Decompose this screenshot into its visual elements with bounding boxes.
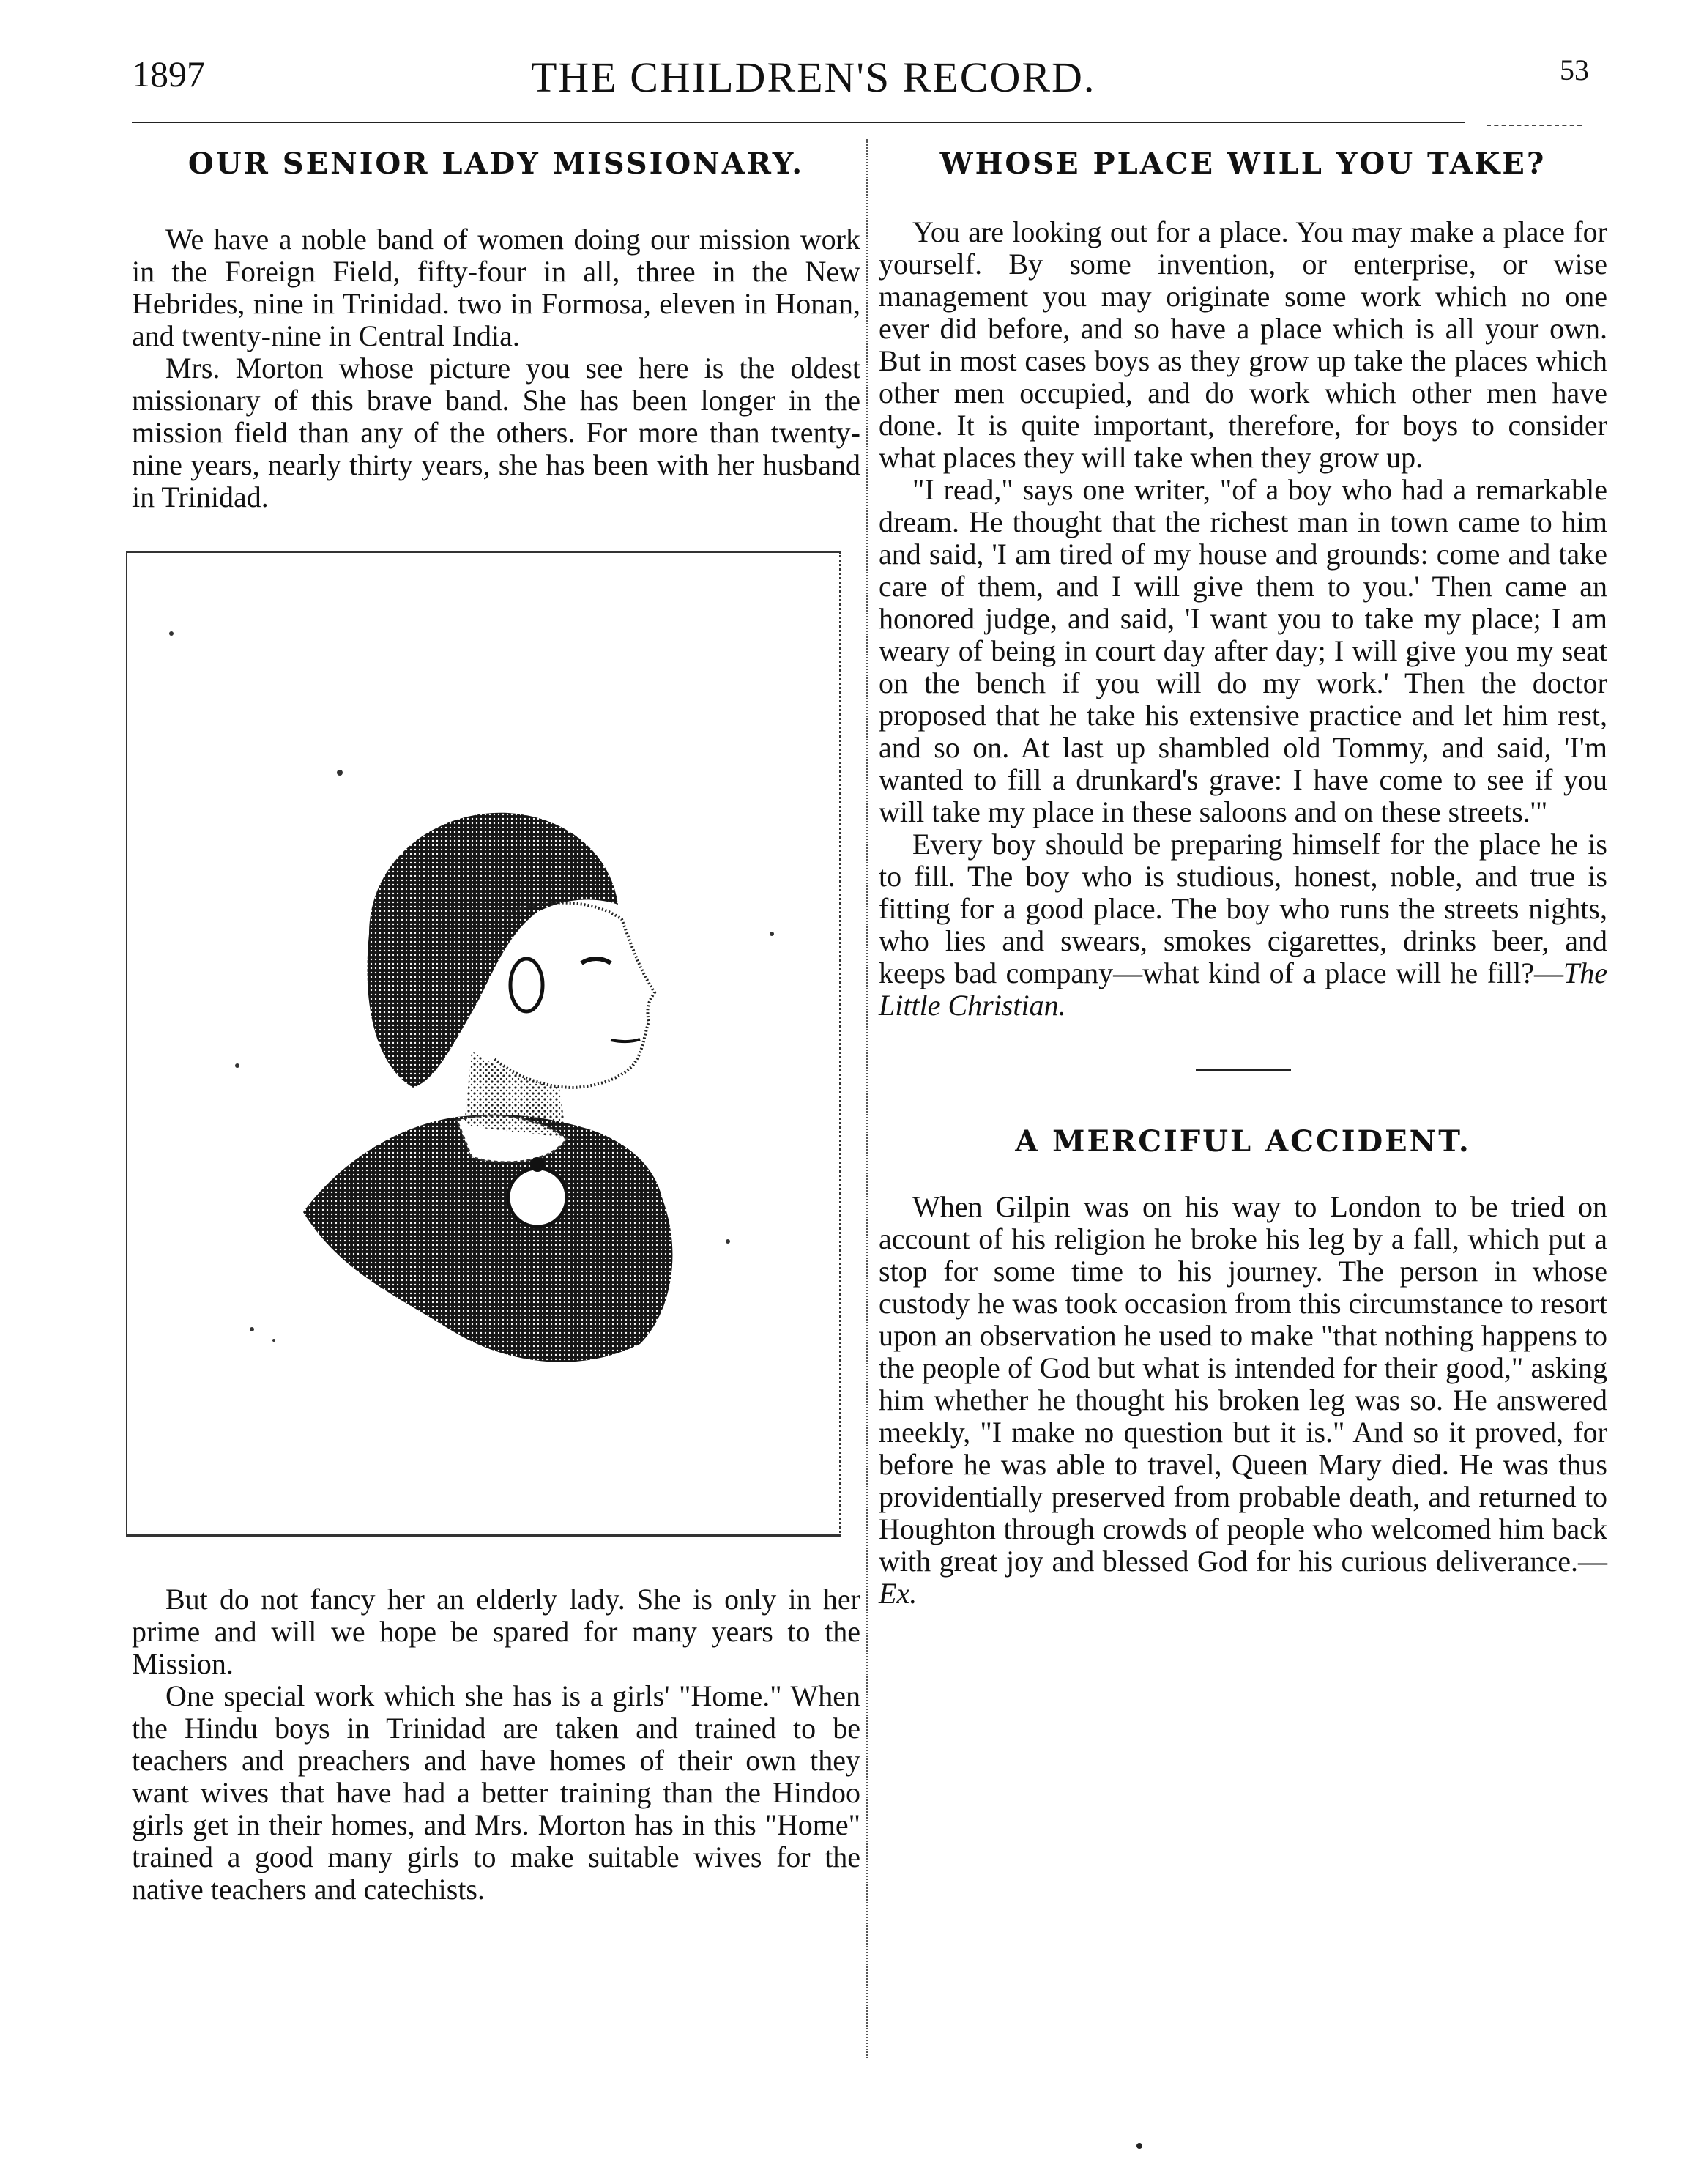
article-paragraph: Mrs. Morton whose picture you see here is the oldest missionary of this brave band. She has been longer in the mission field than any of the others. For more than twenty-nine years, nearly thirty years, she has been with her husband in Trinidad. <box>132 352 860 513</box>
article-heading-whose-place: WHOSE PLACE WILL YOU TAKE? <box>939 146 1547 181</box>
source-attribution: Ex. <box>879 1577 918 1610</box>
portrait-engraving-icon <box>127 553 839 1534</box>
issue-year: 1897 <box>132 53 205 94</box>
page-speck <box>1136 2143 1142 2149</box>
article-paragraph: But do not fancy her an elderly lady. She is only in her prime and will we hope be spared for many years to the Mission. <box>132 1583 860 1680</box>
article-paragraph: We have a noble band of women doing our mission work in the Foreign Field, fifty-four in all, three in the New Hebrides, nine in Trinidad. two in Formosa, eleven in Honan, and twenty-nine in Central India. <box>132 223 860 352</box>
portrait-frame <box>126 551 841 1537</box>
publication-title: THE CHILDREN'S RECORD. <box>531 53 1096 101</box>
article-body-top <box>132 223 860 513</box>
right-column <box>879 146 1607 1610</box>
section-separator <box>1196 1069 1291 1071</box>
article-paragraph: One special work which she has is a girls' "Home." When the Hindu boys in Trinidad are taken and trained to be teachers and preachers and have homes of their own they want wives that have had a better training than the Hindoo girls get in their homes, and Mrs. Morton has in this "Home" trained a good many girls to make suitable wives for the native teachers and catechists. <box>132 1679 860 1906</box>
article-paragraph <box>879 1191 1607 1610</box>
header-rule <box>132 122 1465 123</box>
page-number: 53 <box>1560 53 1589 86</box>
article-body-bottom <box>132 1583 860 1906</box>
merciful-accident-text: When Gilpin was on his way to London to be tried on account of his religion he broke his leg by a fall, which put a stop for some time to his journey. The person in whose custody he was took occasion from this circumstance to resort upon an observation he used to make "that nothing happens to the people of God but what is intended for their good," asking him whether he thought his broken leg was so. He answered meekly, "I make no question but it is." And so it proved, for before he was able to travel, Queen Mary died. He was thus providentially preserved from probable death, and returned to Houghton through crowds of people who welcomed him back with great joy and blessed God for his curious deliverance.— <box>879 1190 1607 1578</box>
article-body-whose-place <box>879 216 1607 1022</box>
article-body-merciful-accident <box>879 1191 1607 1610</box>
article-heading-merciful-accident: A MERCIFUL ACCIDENT. <box>1015 1124 1471 1159</box>
header-rule-tail <box>1487 125 1582 126</box>
closing-text: Every boy should be preparing himself for the place he is to fill. The boy who is studious, honest, noble, and true is fitting for a good place. The boy who runs the streets nights, who lies and swears, smokes cigarettes, drinks beer, and keeps bad company—what kind of a place will he fill?— <box>879 828 1607 989</box>
left-column <box>132 146 860 1906</box>
article-paragraph-closing <box>879 828 1607 1022</box>
source-attribution: The Little Christian. <box>879 957 1607 1022</box>
article-paragraph: You are looking out for a place. You may make a place for yourself. By some invention, or enterprise, or wise management you may originate some work which no one ever did before, and so have a place which is all your own. But in most cases boys as they grow up take the places which other men occupied, and do work which other men have done. It is quite important, therefore, for boys to consider what places they will take when they grow up. <box>879 215 1607 474</box>
column-divider <box>866 139 868 2058</box>
article-paragraph: "I read," says one writer, "of a boy who had a remarkable dream. He thought that the richest man in town came to him and said, 'I am tired of my house and grounds: come and take care of them, and I will give them to you.' Then came an honored judge, and said, 'I want you to take my place; I am weary of being in court day after day; I will give you my seat on the bench if you will do my work.' Then the doctor proposed that he take his extensive practice and let him rest, and so on. At last up shambled old Tommy, and said, 'I'm wanted to fill a drunkard's grave: I have come to see if you will take my place in these saloons and on these streets.'" <box>879 473 1607 828</box>
article-heading-senior-lady-missionary: OUR SENIOR LADY MISSIONARY. <box>187 146 805 181</box>
masthead <box>132 53 1589 104</box>
